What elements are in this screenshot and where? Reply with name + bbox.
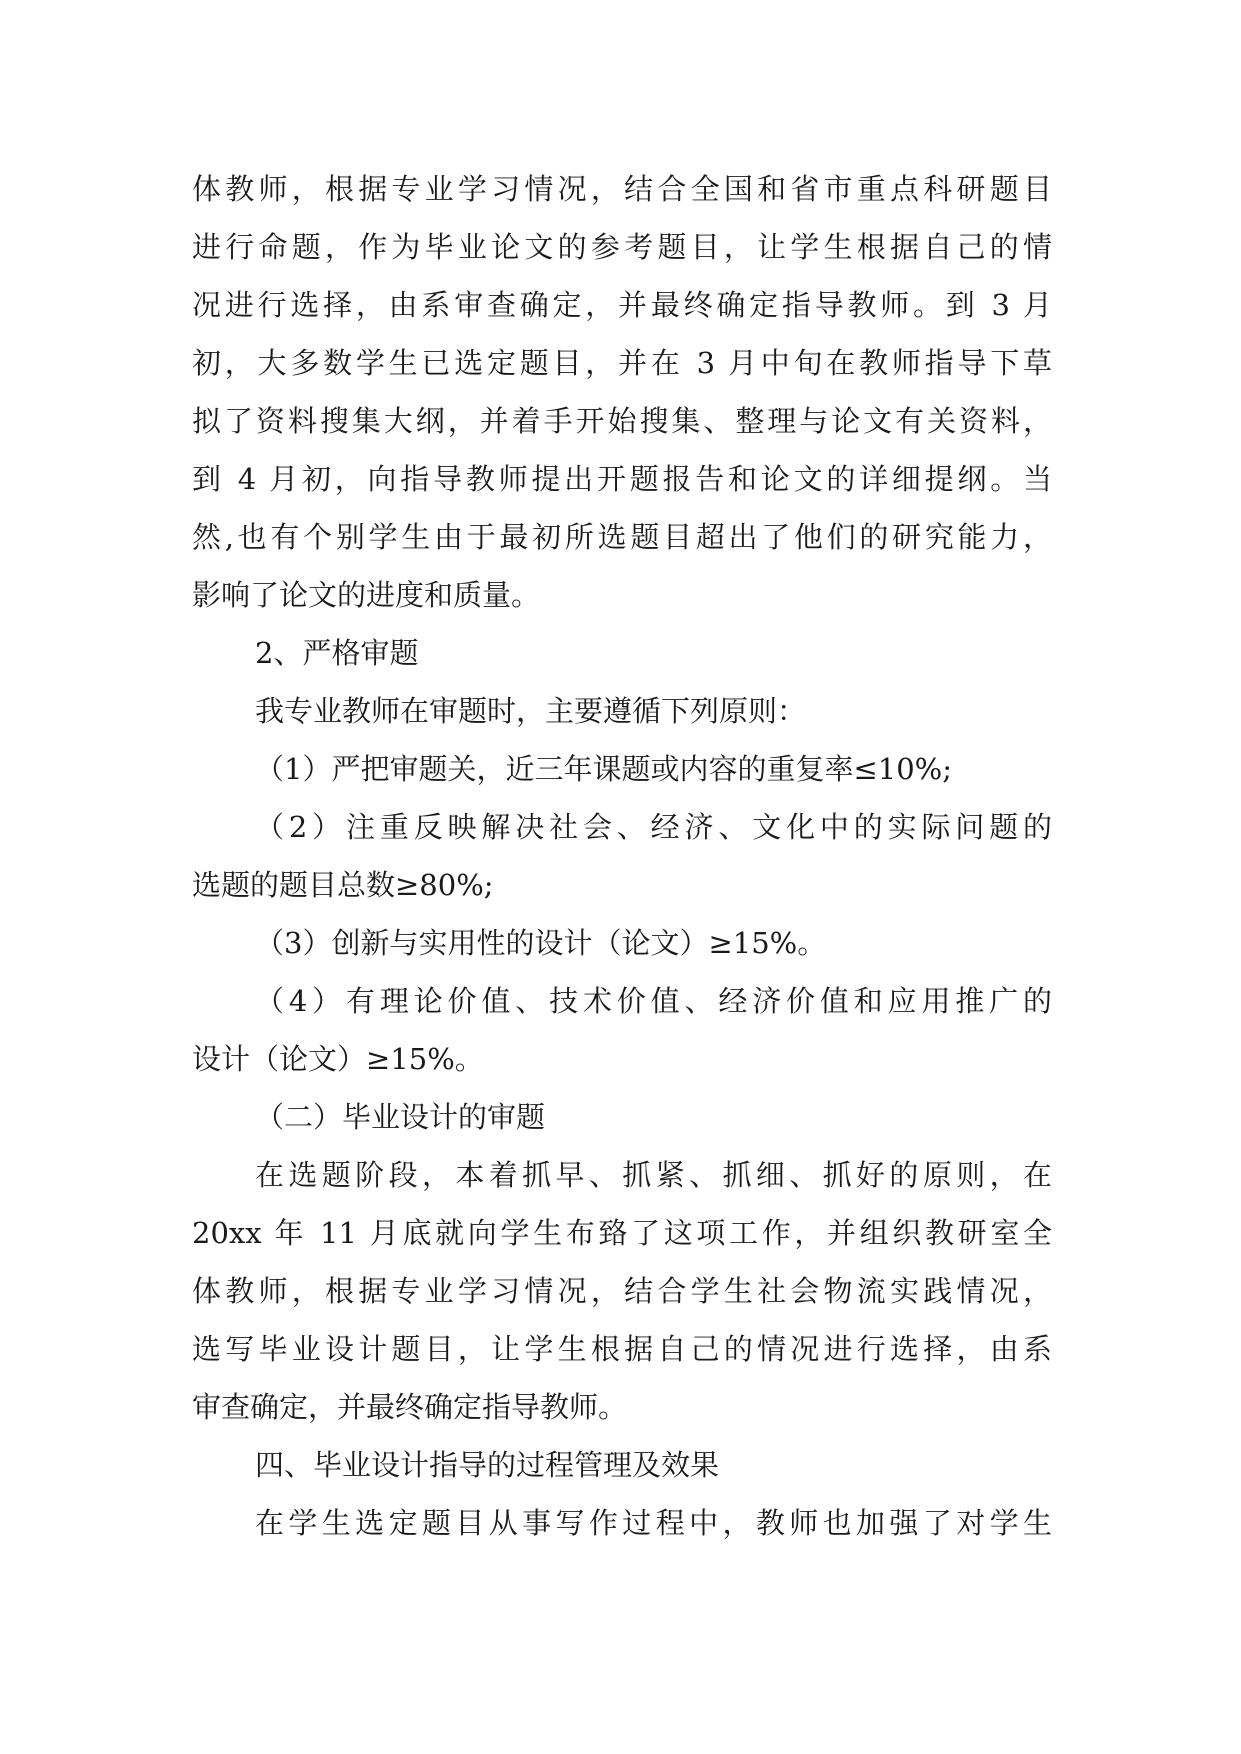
body-line: 20xx 年 11 月底就向学生布臵了这项工作，并组织教研室全 xyxy=(192,1216,1052,1250)
list-item-continuation: 选题的题目总数≥80%; xyxy=(192,868,494,902)
body-line: 影响了论文的进度和质量。 xyxy=(192,578,541,612)
body-line: 况进行选择，由系审查确定，并最终确定指导教师。到 3 月 xyxy=(192,288,1052,322)
body-line: 体教师，根据专业学习情况，结合学生社会物流实践情况， xyxy=(192,1274,1052,1308)
body-line: 我专业教师在审题时，主要遵循下列原则： xyxy=(255,694,807,728)
section-heading: （二）毕业设计的审题 xyxy=(255,1100,546,1134)
body-line: 在学生选定题目从事写作过程中，教师也加强了对学生 xyxy=(255,1506,1052,1540)
document-body xyxy=(192,160,1052,1552)
body-line: 体教师，根据专业学习情况，结合全国和省市重点科研题目 xyxy=(192,172,1052,206)
body-line: 选写毕业设计题目，让学生根据自己的情况进行选择，由系 xyxy=(192,1332,1052,1366)
body-line: 到 4 月初，向指导教师提出开题报告和论文的详细提纲。当 xyxy=(192,462,1052,496)
body-line: 拟了资料搜集大纲，并着手开始搜集、整理与论文有关资料， xyxy=(192,404,1052,438)
list-item-continuation: 设计（论文）≥15%。 xyxy=(192,1042,484,1076)
body-line: 初，大多数学生已选定题目，并在 3 月中旬在教师指导下草 xyxy=(192,346,1052,380)
list-item: （3）创新与实用性的设计（论文）≥15%。 xyxy=(255,926,827,960)
list-item: （1）严把审题关，近三年课题或内容的重复率≤10%; xyxy=(255,752,952,786)
body-line: 进行命题，作为毕业论文的参考题目，让学生根据自己的情 xyxy=(192,230,1052,264)
section-heading: 2、严格审题 xyxy=(255,636,419,670)
body-line: 然,也有个别学生由于最初所选题目超出了他们的研究能力， xyxy=(192,520,1052,554)
body-line: 审查确定，并最终确定指导教师。 xyxy=(192,1390,628,1424)
section-heading: 四、毕业设计指导的过程管理及效果 xyxy=(255,1448,720,1482)
list-item: （2）注重反映解决社会、经济、文化中的实际问题的 xyxy=(255,810,1052,844)
body-line: 在选题阶段，本着抓早、抓紧、抓细、抓好的原则，在 xyxy=(255,1158,1052,1192)
list-item: （4）有理论价值、技术价值、经济价值和应用推广的 xyxy=(255,984,1052,1018)
